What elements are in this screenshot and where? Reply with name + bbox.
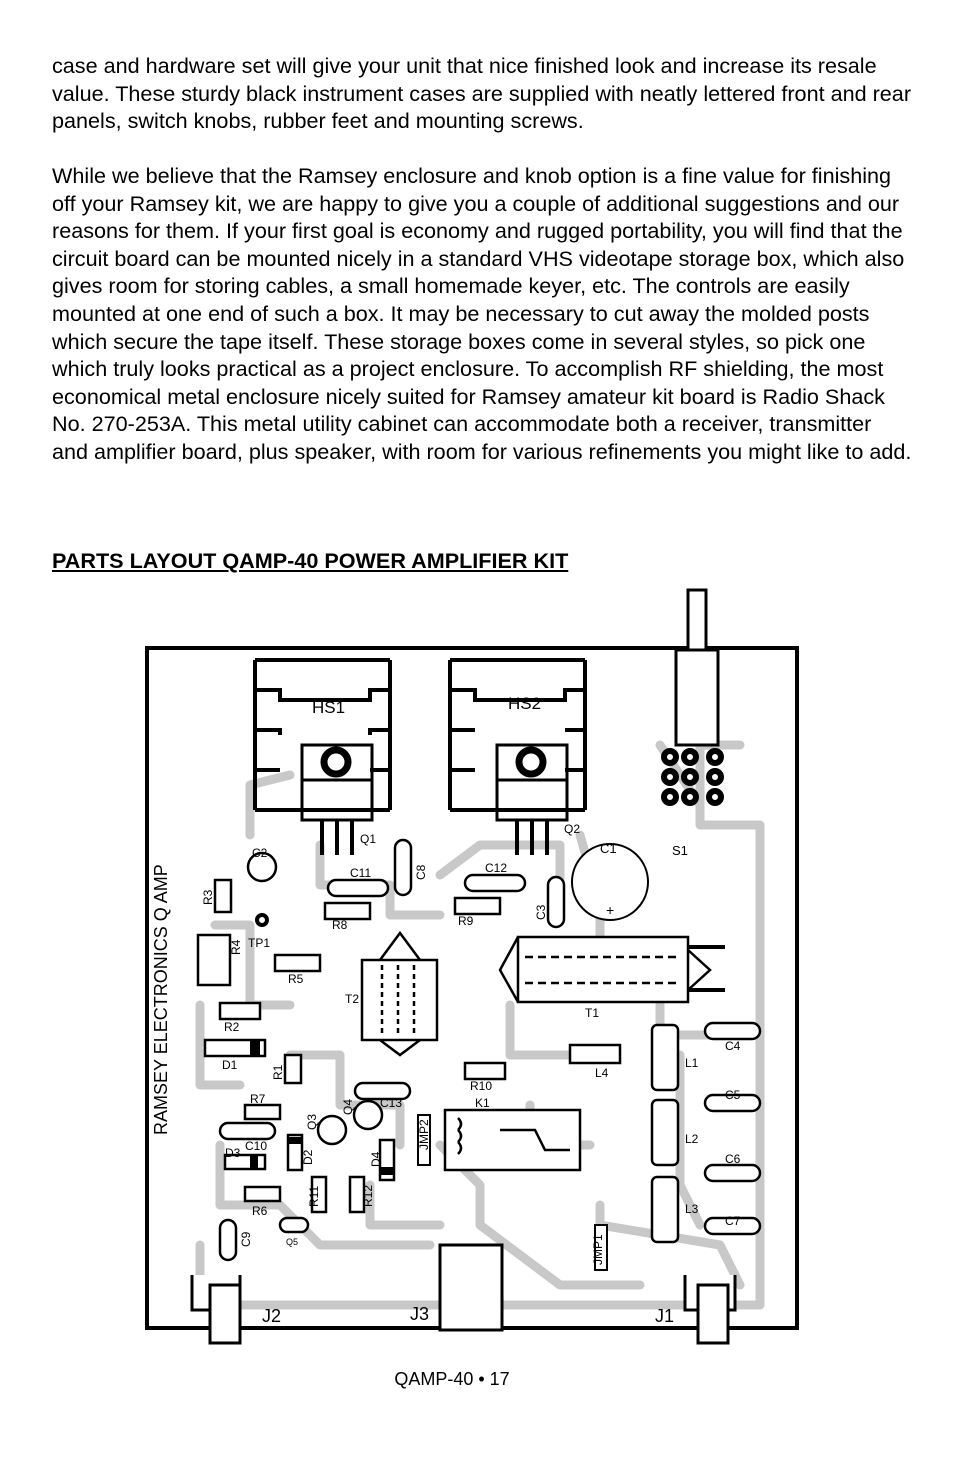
label-r6: R6 [252,1204,268,1218]
label-q3: Q3 [305,1113,319,1130]
label-r1: R1 [271,1064,285,1080]
switch-s1-body [676,650,718,745]
capacitor-c8 [395,840,411,895]
label-c3: C3 [534,904,548,920]
label-r11: R11 [307,1185,321,1207]
label-r9: R9 [458,914,474,928]
label-d3: D3 [225,1146,241,1160]
resistor-r9 [455,898,500,914]
inductor-coils [652,1025,678,1242]
resistor-r6 [245,1187,280,1201]
label-r8: R8 [332,918,348,932]
label-l3: L3 [685,1202,699,1216]
resistor-r1 [285,1055,301,1083]
label-d4: D4 [369,1151,383,1167]
body-paragraph-1: case and hardware set will give your unit that nice finished look and increase its resale value. These sturdy black instrument cases are supplied with neatly lettered front and rear panels, switch knobs, rubber feet and mounting screws. [52,53,912,134]
label-hs1: HS1 [312,698,346,717]
label-r4: R4 [229,939,243,955]
label-c1-plus: + [606,902,615,918]
label-d2: D2 [301,1149,315,1165]
transistor-q3 [318,1116,346,1144]
relay-k1 [445,1110,580,1170]
label-c2: C2 [252,846,268,860]
resistor-r8 [325,903,370,919]
capacitor-c3 [548,877,564,927]
label-c9: C9 [239,1231,253,1247]
resistor-r7 [245,1105,280,1119]
label-d1: D1 [222,1058,238,1072]
resistor-r10 [465,1063,505,1079]
body-paragraph-2: While we believe that the Ramsey enclosure and knob option is a fine value for finishing off your Ramsey kit, we are happy to give you a couple of additional suggestions and our reasons for them. If your first goal is economy and rugged portability, you will find that the circuit board can be mounted nicely in a standard VHS videotape storage box, which also gives room for storing cables, a small homemade keyer, etc. The controls are easily mounted at one end of such a box. It may be necessary to cut away the molded posts which secure the tape itself. These storage boxes come in several styles, so pick one which truly looks practical as a project enclosure. To accomplish RF shielding, the most economical metal enclosure nicely suited for Ramsey amateur kit board is Radio Shack No. 270-253A. This metal utility cabinet can accommodate both a receiver, transmitter and amplifier board, plus speaker, with room for various refinements you might like to add. [52,163,912,464]
parts-layout-diagram [140,585,810,1350]
label-l1: L1 [685,1056,699,1070]
capacitor-c10 [220,1123,275,1139]
capacitor-c9 [220,1220,236,1260]
capacitor-c6 [705,1165,760,1181]
label-k1: K1 [475,1096,490,1110]
label-l2: L2 [685,1132,699,1146]
label-c11: C11 [350,866,372,880]
label-c7: C7 [725,1214,741,1228]
page-footer: QAMP-40 • 17 [394,1369,510,1389]
label-r2: R2 [224,1020,240,1034]
resistor-r5 [275,955,320,971]
label-j1: J1 [655,1306,675,1326]
connector-j2 [192,1275,240,1343]
label-r12: R12 [361,1184,375,1207]
resistor-r3 [215,880,231,912]
label-s1: S1 [672,843,688,858]
label-q4: Q4 [341,1098,355,1115]
switch-s1-pads [664,751,721,803]
capacitor-c11 [328,880,388,896]
label-hs2: HS2 [508,694,542,713]
label-tp1: TP1 [248,936,271,950]
connector-j1 [685,1275,735,1343]
label-c5: C5 [725,1088,741,1102]
label-jmp1: JMP1 [591,1234,605,1265]
label-c4: C4 [725,1039,741,1053]
label-r7: R7 [250,1092,266,1106]
transistor-q4 [354,1101,382,1129]
label-c10: C10 [245,1139,268,1153]
label-r5: R5 [288,972,304,986]
testpoint-tp1 [257,915,267,925]
transistor-q5 [280,1218,308,1232]
resistor-r2 [220,1003,260,1019]
label-c6: C6 [725,1152,741,1166]
capacitor-c4 [705,1023,760,1039]
label-c12: C12 [485,861,508,875]
label-q1: Q1 [360,832,377,846]
label-q2: Q2 [564,822,581,836]
label-q5: Q5 [286,1237,299,1247]
label-r10: R10 [470,1079,493,1093]
label-l4: L4 [595,1066,609,1080]
label-t2: T2 [345,992,360,1006]
label-j3: J3 [410,1304,430,1324]
resistor-r4 [198,935,230,985]
switch-s1-shaft [688,590,706,650]
inductor-l4 [570,1045,620,1063]
label-j2: J2 [262,1306,282,1326]
label-jmp2: JMP2 [417,1119,431,1150]
label-c1: C1 [600,841,617,856]
connector-j3 [440,1245,502,1330]
label-r3: R3 [201,889,215,905]
label-t1: T1 [585,1006,600,1020]
label-c13: C13 [380,1096,403,1110]
parts-layout-figure [140,585,810,1350]
board-side-label: RAMSEY ELECTRONICS Q AMP [151,864,171,1135]
capacitor-c12 [465,875,525,891]
section-heading: PARTS LAYOUT QAMP-40 POWER AMPLIFIER KIT [52,548,569,573]
label-c8: C8 [414,864,428,880]
